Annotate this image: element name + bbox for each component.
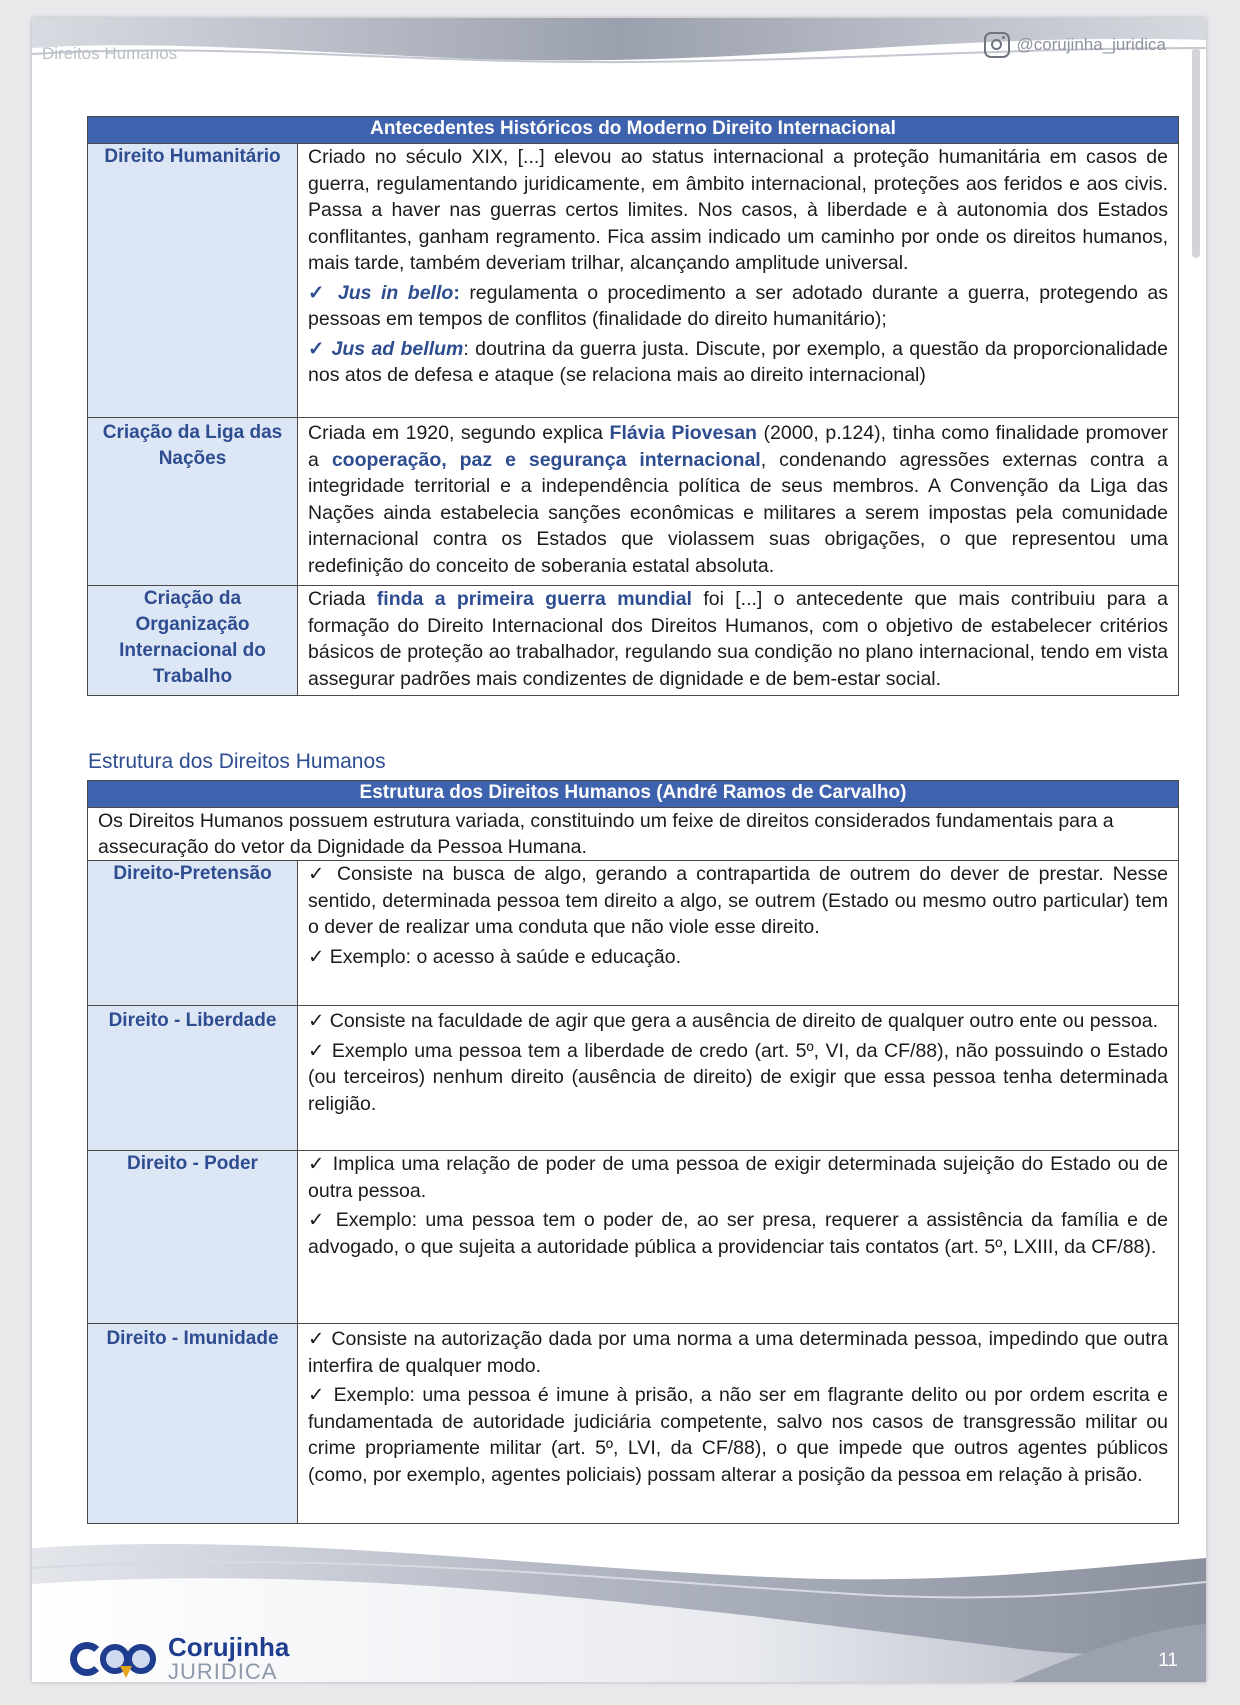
term-jus-ad-bellum: Jus ad bellum	[331, 337, 464, 360]
table-row	[88, 1324, 1179, 1524]
corujinha-logo	[70, 1634, 289, 1682]
table-row	[88, 418, 1179, 586]
bullet: ✓ Consiste na faculdade de agir que gera a ausência de direito de qualquer outro ente ou pessoa.	[308, 1010, 1159, 1032]
highlight-guerra: finda a primeira guerra mundial	[376, 588, 692, 610]
bullet: ✓ Exemplo: uma pessoa tem o poder de, ao ser presa, requerer a assistência da família e de advogado, o que sujeita a autoridade pública a providenciar tais contatos (art. 5º, LXIII, da CF/88).	[308, 1209, 1168, 1258]
text: Criada	[308, 588, 366, 610]
footer	[32, 1538, 1206, 1682]
text: , condenando agressões externas contra a integridade territorial e a independência política de seus membros. A Convenção da Liga das Nações ainda estabelecia sanções econômicas e militares a serem impostas pela comunidade internacional contra os Estados que violassem suas obrigações, o que representou uma redefinição do conceito de soberania estatal absoluta.	[308, 448, 1168, 577]
highlight-cooperacao: cooperação, paz e segurança internacional	[331, 448, 761, 471]
row-label: Direito - Poder	[88, 1151, 298, 1324]
row-content	[298, 861, 1179, 1006]
bullet: ✓ Consiste na autorização dada por uma norma a uma determinada pessoa, impedindo que outra interfira de qualquer modo.	[308, 1328, 1168, 1377]
table-row	[88, 861, 1179, 1006]
bullet: ✓ Implica uma relação de poder de uma pessoa de exigir determinada sujeição do Estado ou de outra pessoa.	[308, 1153, 1168, 1202]
text: Criada em 1920, segundo explica	[308, 422, 603, 444]
section-title: Estrutura dos Direitos Humanos	[88, 750, 386, 773]
text: foi [...] o antecedente que mais contribuiu para a formação do Direito Internacional dos Direitos Humanos, com o objetivo de estabelecer critérios básicos de proteção ao trabalhador, regulando sua condição no plano internacional, tendo em vista assegurar padrões mais condizentes de dignidade e de bem-estar social.	[308, 588, 1168, 690]
table-intro: Os Direitos Humanos possuem estrutura variada, constituindo um feixe de direitos considerados fundamentais para a assecuração do vetor da Dignidade da Pessoa Humana.	[88, 808, 1179, 861]
bullet-text: regulamenta o procedimento a ser adotado durante a guerra, protegendo as pessoas em tempos de conflitos (finalidade do direito humanitário);	[308, 281, 1169, 330]
bullet-text: doutrina da guerra justa. Discute, por exemplo, a questão da proporcionalidade nos atos de defesa e ataque (se relaciona mais ao direito internacional)	[308, 337, 1168, 386]
row-label: Direito - Liberdade	[88, 1006, 298, 1151]
row-content	[298, 586, 1179, 696]
page-number: 11	[1158, 1650, 1178, 1671]
row-label: Criação da Liga das Nações	[88, 418, 298, 586]
bullet-jus-in-bello: ✓ Jus in bello: regulamenta o procedimento a ser adotado durante a guerra, protegendo as pessoas em tempos de conflitos (finalidade do direito humanitário);	[308, 281, 1169, 330]
row-label: Direito Humanitário	[88, 144, 298, 418]
bullet: ✓ Consiste na busca de algo, gerando a contrapartida de outrem do dever de prestar. Nesse sentido, determinada pessoa tem direito a algo, se outrem (Estado ou mesmo outro particular) tem o dever de realizar uma conduta que não viole esse direito.	[308, 863, 1168, 938]
bullet: ✓ Exemplo uma pessoa tem a liberdade de credo (art. 5º, VI, da CF/88), não possuindo o Estado (ou terceiros) nenhum direito (ausência de direito) de exigir que essa pessoa tenha determinada religião.	[308, 1039, 1168, 1115]
row-content	[298, 1151, 1179, 1324]
table-row	[88, 586, 1179, 696]
row-content	[298, 418, 1179, 586]
instagram-handle-text: @corujinha_juridica	[1016, 35, 1166, 54]
instagram-handle[interactable]	[984, 32, 1166, 58]
check-icon: ✓	[308, 337, 326, 360]
table-antecedentes	[87, 116, 1179, 696]
logo-text-juridica: JURIDICA	[168, 1659, 278, 1682]
row-content	[298, 1006, 1179, 1151]
header-title: Direitos Humanos	[42, 44, 178, 63]
row-label: Direito-Pretensão	[88, 861, 298, 1006]
instagram-icon	[984, 32, 1010, 58]
highlight-author: Flávia Piovesan	[609, 422, 757, 444]
paragraph: Criado no século XIX, [...] elevou ao status internacional a proteção humanitária em casos de guerra, regulamentando juridicamente, em âmbito internacional, proteções aos feridos e aos civis. Passa a haver nas guerras certos limites. Nos casos, à liberdade e à autonomia dos Estados conflitantes, ganham regramento. Fica assim indicado um caminho por onde os direitos humanos, mais tarde, também deveriam trilhar, alcançando amplitude universal.	[308, 146, 1168, 274]
document-page	[32, 18, 1206, 1682]
bullet: ✓ Exemplo: o acesso à saúde e educação.	[308, 945, 681, 968]
bullet-jus-ad-bellum: ✓ Jus ad bellum: doutrina da guerra justa. Discute, por exemplo, a questão da proporcionalidade nos atos de defesa e ataque (se relaciona mais ao direito internacional)	[308, 337, 1168, 386]
text: (2000, p.124), tinha como finalidade promover a	[308, 422, 1169, 471]
scrollbar-thumb[interactable]	[1192, 48, 1200, 258]
row-label: Direito - Imunidade	[88, 1324, 298, 1524]
table-title: Antecedentes Históricos do Moderno Direito Internacional	[88, 117, 1179, 144]
table-row	[88, 1006, 1179, 1151]
check-icon: ✓	[308, 281, 329, 304]
bullet: ✓ Exemplo: uma pessoa é imune à prisão, a não ser em flagrante delito ou por ordem escrita e fundamentada de autoridade judiciária competente, salvo nos casos de transgressão militar ou crime propriamente militar (art. 5º, LVI, da CF/88), o que impede que outros agentes públicos (como, por exemplo, agentes policiais) possam alterar a posição da pessoa em relação à prisão.	[308, 1384, 1168, 1486]
row-content	[298, 144, 1179, 418]
table-title: Estrutura dos Direitos Humanos (André Ramos de Carvalho)	[88, 781, 1179, 808]
owl-logo-icon	[70, 1636, 164, 1682]
logo-text-corujinha: Corujinha	[168, 1632, 290, 1662]
table-estrutura	[87, 780, 1179, 1524]
term-jus-in-bello: Jus in bello	[337, 281, 454, 304]
table-row	[88, 144, 1179, 418]
table-row	[88, 1151, 1179, 1324]
row-label: Criação da Organização Internacional do Trabalho	[88, 586, 298, 696]
row-content	[298, 1324, 1179, 1524]
